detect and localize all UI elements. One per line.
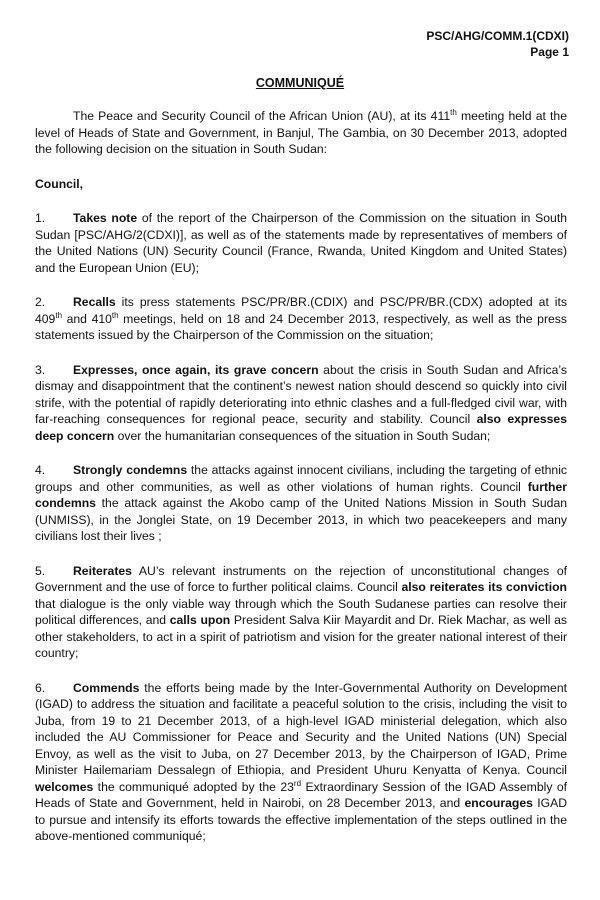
text-run: and 410 [62,311,112,326]
numbered-paragraph [35,563,567,662]
text-run: the attacks against innocent civilians, including the targeting of ethnic groups and other communities, as well as other violations of human rights. Council [35,463,568,494]
numbered-paragraph [35,362,567,445]
intro-paragraph [35,108,567,158]
paragraph-number: 2. [35,295,46,309]
superscript: th [450,108,457,117]
paragraph-number: 6. [35,680,46,695]
bold-phrase: also expresses deep concern [35,412,567,443]
numbered-paragraph [35,210,567,276]
text-run: Extraordinary Session of the IGAD Assembly of Heads of State and Government, held in Nairobi, on 28 December 2013, and [35,779,567,810]
paragraph-list [35,210,567,845]
text-run: the attack against the Akobo camp of the United Nations Mission in South Sudan (UNMISS), in the Jonglei State, on 19 December 2013, in which two peacekeepers and many civilians lost their lives ; [35,496,567,543]
bold-phrase: also reiterates its conviction [401,580,567,594]
document-header [426,28,569,60]
numbered-paragraph [35,462,567,545]
bold-phrase: further condemns [35,479,567,510]
bold-phrase: calls upon [169,613,231,627]
text-run: AU’s relevant instruments on the rejection of unconstitutional changes of Government and the use of force to further political claims. Council [35,563,567,594]
page-title: COMMUNIQUÉ [255,76,345,90]
text-run: over the humanitarian consequences of the situation in South Sudan; [114,428,491,443]
paragraph-number: 3. [35,362,46,377]
paragraph-number: 4. [35,463,46,477]
text-run: The Peace and Security Council of the African Union (AU), at its 411 [73,109,451,123]
text-run: about the crisis in South Sudan and Africa’s dismay and disappointment that the continent’s newest nation should descend so quickly into civil strife, with the potential of rapidly deteriorating into ethnic clashes and a full-fledged civil war, with far-reaching consequences for regional peace, security and stability. Council [35,362,567,426]
bold-phrase: welcomes [35,779,94,794]
superscript: th [55,310,63,320]
text-run: the efforts being made by the Inter-Governmental Authority on Development (IGAD) to address the situation and facilitate a peaceful solution to the crisis, including the visit to Juba, from 19 to 21 December 2013, of a high-level IGAD ministerial delegation, which also included the AU Commissioner for Peace and Security and the United Nations (UN) Special Envoy, as well as the visit to Juba, on 27 December 2013, by the Chairperson of IGAD, Prime Minister Hailemariam Dessalegn of Ethiopia, and President Uhuru Kenyatta of Kenya. Council [35,680,567,777]
document-reference: PSC/AHG/COMM.1(CDXI) [426,29,569,43]
bold-phrase: Recalls [73,295,116,309]
text-run: meetings, held on 18 and 24 December 2013, respectively, as well as the press statements issued by the Chairperson of the Commission on the situation; [35,311,567,342]
numbered-paragraph [35,680,567,845]
text-run: of the report of the Chairperson of the Commission on the situation in South Sudan [PSC/AHG/2(CDXI)], as well as of the statements made by representatives of members of the United Nations (UN) Security Council (France, Rwanda, United Kingdom and United States) and the European Union (EU); [35,211,567,275]
superscript: rd [293,778,302,788]
council-label: Council, [35,176,84,191]
bold-phrase: Commends [73,680,140,695]
document-body [35,108,567,863]
page-number: Page 1 [530,45,569,59]
superscript: th [111,310,119,320]
bold-phrase: Takes note [73,211,138,225]
bold-phrase: encourages [464,796,533,810]
text-run: the communiqué adopted by the 23 [93,779,294,794]
bold-phrase: Reiterates [73,563,132,578]
text-run: that dialogue is the only viable way through which the South Sudanese parties can resolve their political differences, and [35,596,567,627]
bold-phrase: Expresses, once again, its grave concern [73,362,319,377]
text-run: President Salva Kiir Mayardit and Dr. Riek Machar, as well as other stakeholders, to act in a spirit of patriotism and vision for the greater national interest of their country; [35,613,567,660]
text-run: IGAD to pursue and intensify its efforts towards the effective implementation of the steps outlined in the above-mentioned communiqué; [35,796,568,843]
text-run: meeting held at the level of Heads of State and Government, in Banjul, The Gambia, on 30 December 2013, adopted the following decision on the situation in South Sudan: [35,109,567,156]
paragraph-number: 5. [35,563,46,578]
paragraph-number: 1. [35,211,46,225]
numbered-paragraph [35,294,567,344]
text-run: its press statements PSC/PR/BR.(CDIX) and PSC/PR/BR.(CDX) adopted at its 409 [35,295,567,326]
bold-phrase: Strongly condemns [73,463,188,477]
